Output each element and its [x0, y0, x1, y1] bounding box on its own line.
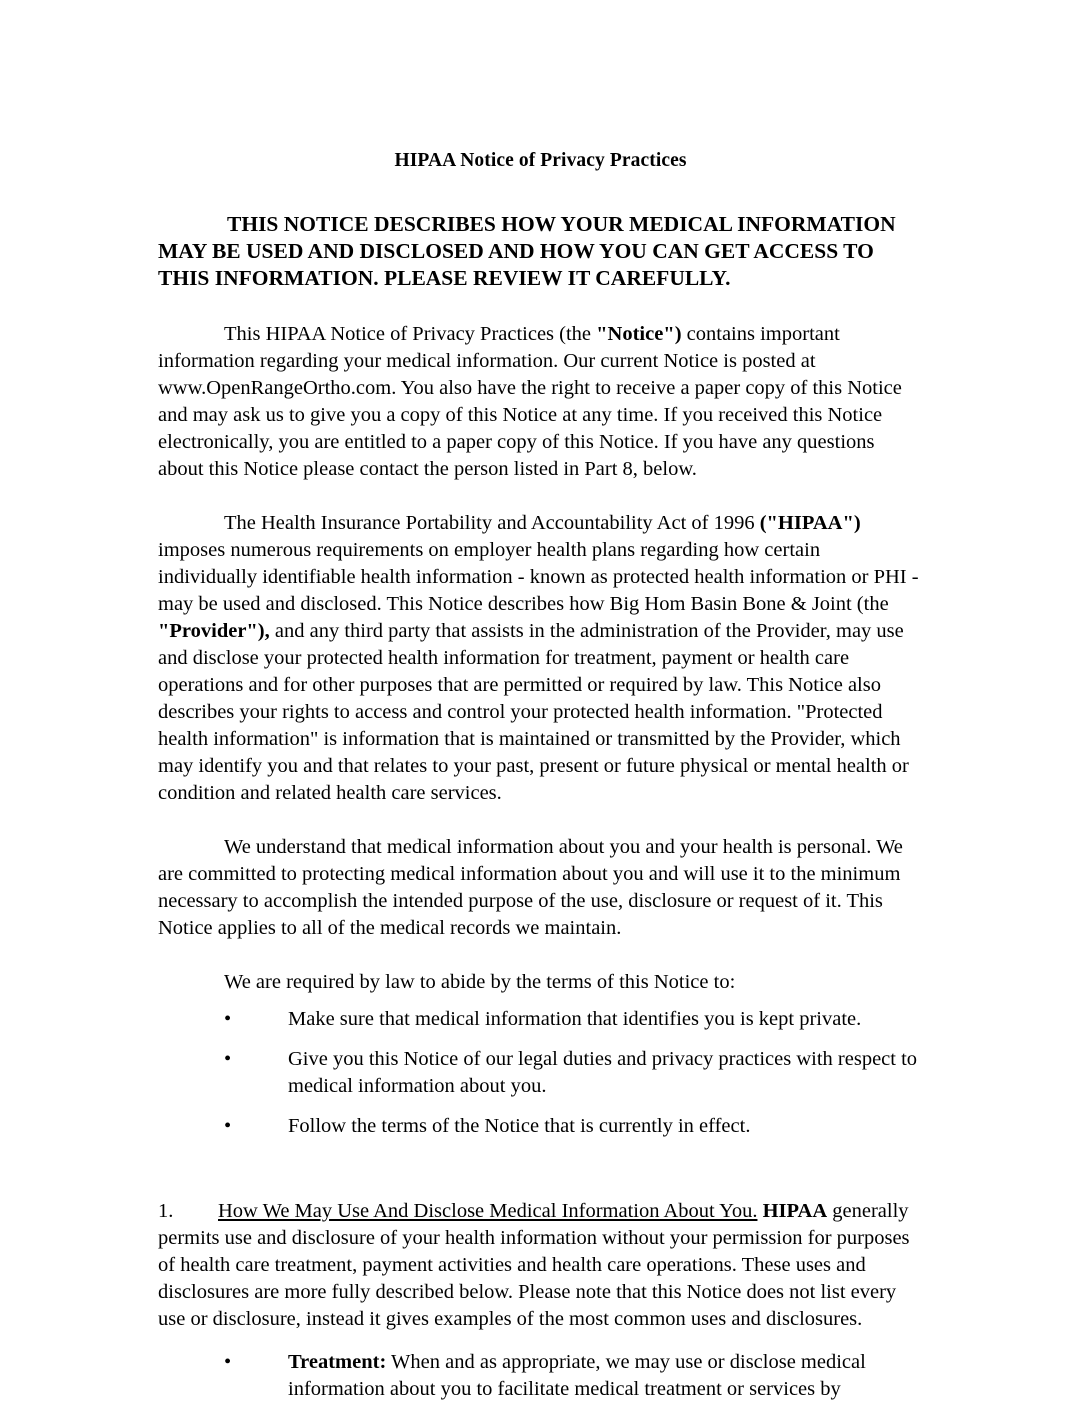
page-title: HIPAA Notice of Privacy Practices [394, 150, 687, 171]
required-by-law-bullet-list [158, 1006, 923, 1140]
list-item-label: Follow the terms of the Notice that is currently in effect. [288, 1114, 751, 1137]
section-1 [158, 1198, 923, 1403]
list-item [158, 1113, 923, 1140]
list-item [158, 1349, 923, 1403]
section-1-heading: How We May Use And Disclose Medical Information About You. [218, 1199, 758, 1222]
list-item-label: Give you this Notice of our legal duties and privacy practices with respect to medical information about you. [288, 1047, 918, 1097]
required-by-law-lead: We are required by law to abide by the terms of this Notice to: [224, 970, 736, 993]
notice-banner: THIS NOTICE DESCRIBES HOW YOUR MEDICAL INFORMATION MAY BE USED AND DISCLOSED AND HOW YOU CAN GET ACCESS TO THIS INFORMATION. PLEASE REVIEW IT CAREFULLY. [158, 212, 896, 290]
bullet-icon: • [224, 1007, 232, 1030]
section-1-paragraph [158, 1198, 923, 1333]
paragraph-2-text-part-1: The Health Insurance Portability and Accountability Act of 1996 [224, 511, 760, 534]
paragraph-2-text-part-3: and any third party that assists in the administration of the Provider, may use and disclose your protected health information for treatment, payment or health care operations and for other purposes that are permitted or required by law. This Notice also describes your rights to access and control your protected health information. "Protected health information" is information that is maintained or transmitted by the Provider, which may identify you and that relates to your past, present or future physical or mental health or condition and related health care services. [158, 619, 909, 804]
paragraph-notice-overview [158, 321, 923, 483]
list-item [158, 1046, 923, 1100]
section-1-emphasis-hipaa: HIPAA [762, 1199, 828, 1222]
paragraph-2-emphasis-hipaa: ("HIPAA") [759, 511, 861, 534]
list-item-label: Make sure that medical information that identifies you is kept private. [288, 1007, 862, 1030]
bullet-icon: • [224, 1350, 232, 1373]
section-1-number: 1. [158, 1199, 174, 1222]
document-content [158, 148, 923, 1415]
paragraph-2-text-part-2: imposes numerous requirements on employer health plans regarding how certain individually identifiable health information - known as protected health information or PHI - may be used and disclosed. This Notice describes how Big Hom Basin Bone & Joint (the [158, 538, 919, 615]
section-1-sub-bullet-list [158, 1349, 923, 1403]
bullet-icon: • [224, 1114, 232, 1137]
bullet-icon: • [224, 1047, 232, 1070]
section-1-body-text: generally permits use and disclosure of your health information without your permission for purposes of health care treatment, payment activities and health care operations. These uses and disclosures are more fully described below. Please note that this Notice does not list every use or disclosure, instead it gives examples of the most common uses and disclosures. [158, 1199, 910, 1330]
list-item-text: When and as appropriate, we may use or disclose medical information about you to facilitate medical treatment or services by [288, 1350, 866, 1400]
paragraph-medical-info-personal: We understand that medical information about you and your health is personal. We are committed to protecting medical information about you and will use it to the minimum necessary to accomplish the intended purpose of the use, disclosure or request of it. This Notice applies to all of the medical records we maintain. [158, 835, 903, 939]
paragraph-1-emphasis-notice: "Notice") [596, 322, 682, 345]
list-item [158, 1006, 923, 1033]
paragraph-hipaa-act [158, 510, 923, 807]
paragraph-2-emphasis-provider: "Provider"), [158, 619, 270, 642]
paragraph-1-text-part-2: contains important information regarding your medical information. Our current Notice is posted at www.OpenRangeOrtho.com. You also have the right to receive a paper copy of this Notice and may ask us to give you a copy of this Notice at any time. If you received this Notice electronically, you are entitled to a paper copy of this Notice. If you have any questions about this Notice please contact the person listed in Part 8, below. [158, 322, 902, 480]
paragraph-1-text-part-1: This HIPAA Notice of Privacy Practices (the [224, 322, 597, 345]
list-item-label: Treatment: [288, 1350, 387, 1373]
